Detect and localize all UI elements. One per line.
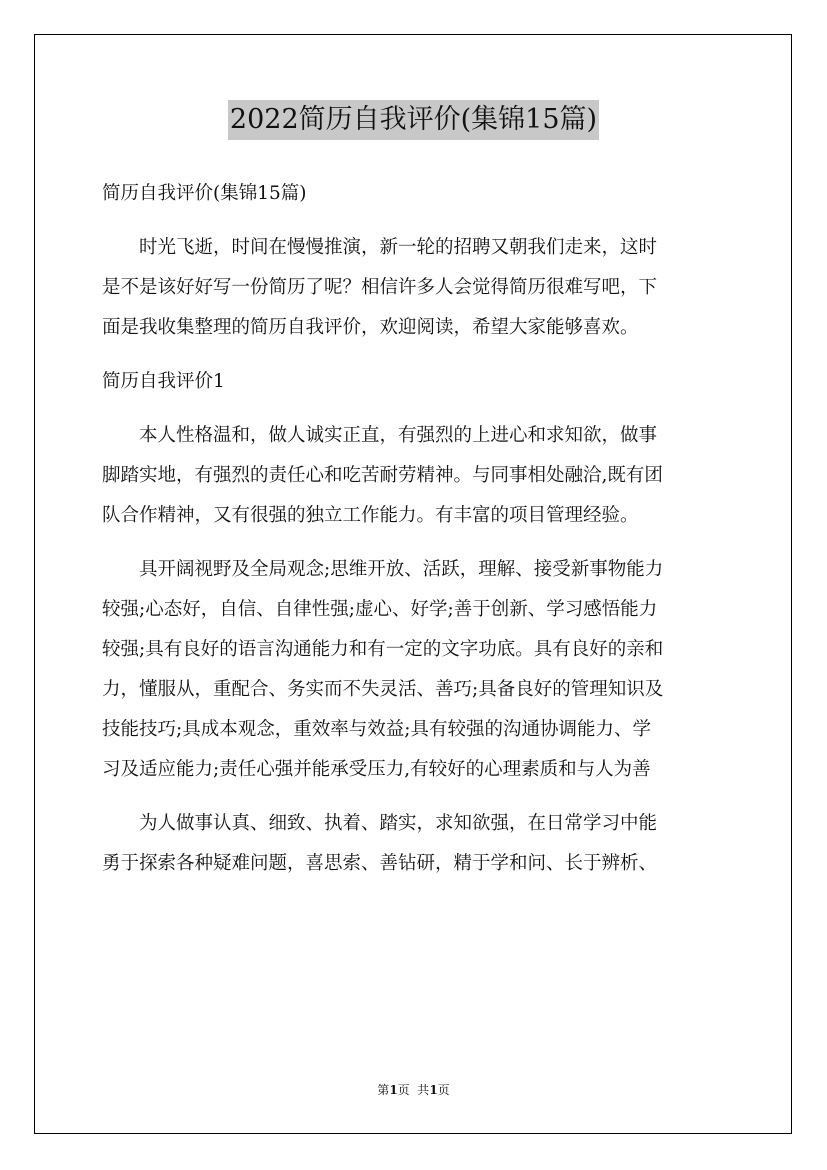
- paragraph-line: 面是我收集整理的简历自我评价，欢迎阅读，希望大家能够喜欢。: [102, 317, 639, 338]
- title-wrap: [0, 100, 827, 140]
- document-title: 2022简历自我评价(集锦15篇): [228, 100, 599, 140]
- paragraph-2: [102, 550, 727, 790]
- paragraph-line: 是不是该好好写一份简历了呢？相信许多人会觉得简历很难写吧，下: [102, 277, 658, 298]
- paragraph-line: 技能技巧;具成本观念，重效率与效益;具有较强的沟通协调能力、学: [102, 719, 651, 740]
- footer-page-prefix: 第: [377, 1083, 390, 1097]
- section-heading: 简历自我评价1: [102, 371, 225, 392]
- footer-page-total: 1: [429, 1083, 438, 1097]
- paragraph-line: 勇于探索各种疑难问题，喜思索、善钻研，精于学和问、长于辨析、: [102, 853, 658, 874]
- intro-paragraph: [102, 228, 727, 348]
- document-body: [102, 174, 727, 884]
- paragraph-line: 具开阔视野及全局观念;思维开放、活跃，理解、接受新事物能力: [102, 559, 664, 580]
- paragraph-line: 较强;心态好，自信、自律性强;虚心、好学;善于创新、学习感悟能力: [102, 599, 658, 620]
- page-footer: [0, 1082, 827, 1098]
- footer-page-mid: 页 共: [397, 1083, 430, 1097]
- paragraph-line: 时光飞逝，时间在慢慢推演，新一轮的招聘又朝我们走来，这时: [102, 237, 658, 258]
- paragraph-line: 较强;具有良好的语言沟通能力和有一定的文字功底。具有良好的亲和: [102, 639, 664, 660]
- paragraph-line: 队合作精神，又有很强的独立工作能力。有丰富的项目管理经验。: [102, 505, 639, 526]
- paragraph-line: 为人做事认真、细致、执着、踏实，求知欲强，在日常学习中能: [102, 813, 658, 834]
- paragraph-line: 本人性格温和，做人诚实正直，有强烈的上进心和求知欲，做事: [102, 425, 658, 446]
- paragraph-line: 脚踏实地，有强烈的责任心和吃苦耐劳精神。与同事相处融洽,既有团: [102, 465, 663, 486]
- paragraph-1: [102, 416, 727, 536]
- document-subtitle: 简历自我评价(集锦15篇): [102, 183, 307, 204]
- footer-page-current: 1: [389, 1083, 398, 1097]
- footer-page-suffix: 页: [437, 1083, 450, 1097]
- paragraph-3: [102, 804, 727, 884]
- paragraph-line: 力，懂服从，重配合、务实而不失灵活、善巧;具备良好的管理知识及: [102, 679, 664, 700]
- paragraph-line: 习及适应能力;责任心强并能承受压力,有较好的心理素质和与人为善: [102, 759, 651, 780]
